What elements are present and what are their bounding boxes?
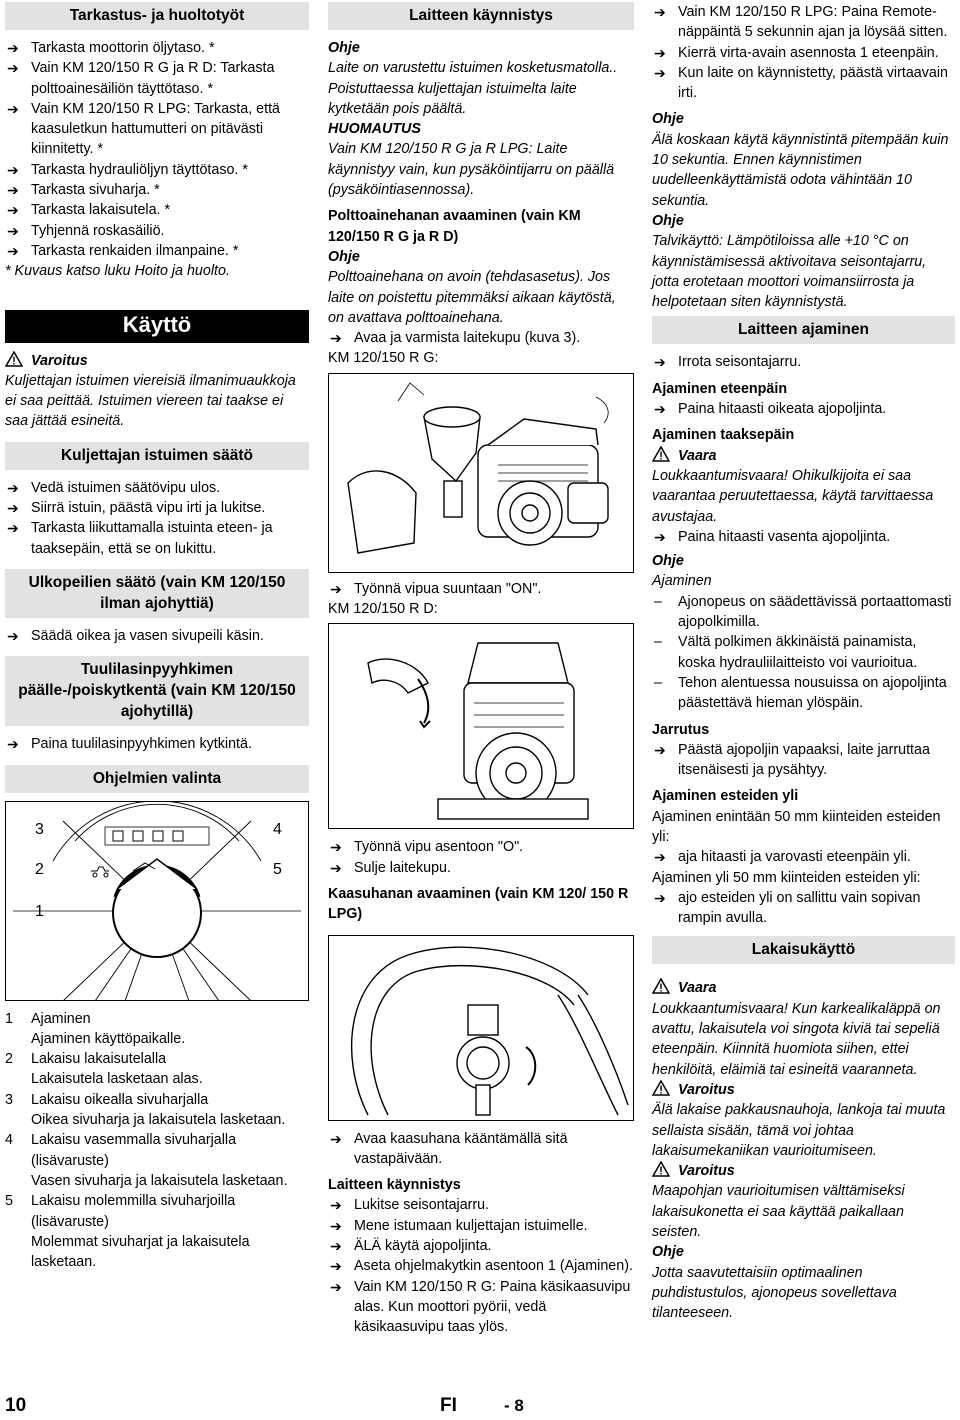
warning-label: Varoitus (678, 1163, 735, 1180)
warning-heading (652, 1161, 955, 1181)
note-label: Ohje (652, 111, 684, 128)
forward-heading: Ajaminen eteenpäin (652, 380, 788, 397)
brake-heading: Jarrutus (652, 721, 710, 738)
section-title-drive: Laitteen ajaminen (652, 316, 955, 344)
warning-text: Maapohjan vaurioitumisen välttämiseksi lakaisukonetta ei saa käyttää paikallaan seisten. (652, 1183, 905, 1241)
engine-g-figure (328, 373, 634, 573)
start-heading: Laitteen käynnistys (328, 1177, 461, 1194)
list-item: ➔ Vain KM 120/150 R LPG: Paina Remote-näppäintä 5 sekunnin ajan ja löysää sitten. (652, 2, 955, 43)
program-dial-figure (5, 801, 309, 1001)
list-item: – Tehon alentuessa nousuissa on ajopoljinta päästettävä hieman ylöspäin. (652, 673, 955, 714)
list-item: ➔ Tarkasta sivuharja. * (5, 180, 309, 200)
item-number: 2 (5, 1051, 13, 1068)
section-title-sweep: Lakaisukäyttö (652, 936, 955, 964)
page-number: 10 (5, 1395, 27, 1416)
danger-label: Vaara (678, 980, 717, 997)
obstacle-text: Ajaminen yli 50 mm kiinteiden esteiden yli: (652, 869, 921, 886)
model-g-label: KM 120/150 R G: (328, 350, 439, 367)
warning-triangle-icon (5, 351, 23, 367)
danger-label: Vaara (678, 447, 717, 464)
column-left (5, 2, 309, 1272)
list-item: – Ajonopeus on säädettävissä portaattomasti ajopolkimilla. (652, 592, 955, 633)
item-number: 4 (5, 1132, 13, 1149)
note-label: Ohje (652, 1244, 684, 1261)
sub-page-number: - 8 (504, 1396, 524, 1415)
list-item: ➔ Mene istumaan kuljettajan istuimelle. (328, 1216, 634, 1236)
danger-heading (652, 446, 955, 466)
list-item: ➔ Vain KM 120/150 R G ja R D: Tarkasta polttoainesäiliön täyttötaso. * (5, 58, 309, 99)
note-text: Talvikäyttö: Lämpötiloissa alle +10 °C on käynnistämisessä aktivoitava seisontajarru, jotta erotetaan moottori voimansiirrosta ja helpotetaan siten käynnistystä. (652, 233, 927, 311)
note-intro: Ajaminen (652, 573, 712, 590)
section-title-maintenance: Tarkastus- ja huoltotyöt (5, 2, 309, 30)
caution-text: Vain KM 120/150 R G ja R LPG: Laite käynnistyy vain, kun pysäköintijarru on päällä (pysäköintiasennossa). (328, 141, 615, 199)
list-item: ➔ Paina tuulilasinpyyhkimen kytkintä. (5, 734, 309, 754)
list-item: ➔ Kierrä virta-avain asennosta 1 eteenpäin. (652, 43, 955, 63)
obstacle-heading: Ajaminen esteiden yli (652, 788, 799, 805)
list-item: ➔ Siirrä istuin, päästä vipu irti ja lukitse. (5, 498, 309, 518)
list-item: ➔ Sulje laitekupu. (328, 858, 634, 878)
list-item: ➔ Avaa ja varmista laitekupu (kuva 3). (328, 328, 634, 348)
list-item: ➔ Tarkasta hydrauliöljyn täyttötaso. * (5, 160, 309, 180)
warning-label: Varoitus (678, 1081, 735, 1098)
note-text: Jotta saavutettaisiin optimaalinen puhdistustulos, ajonopeus sovellettava tilanteeseen. (652, 1264, 897, 1322)
note-label: Ohje (328, 40, 360, 56)
list-item: ➔ Työnnä vipua suuntaan "ON". (328, 579, 634, 599)
dial-label-5: 5 (273, 860, 282, 878)
main-title: Käyttö (5, 310, 309, 343)
warning-text: Kuljettajan istuimen viereisiä ilmanimuaukkoja ei saa peittää. Istuimen viereen tai taakse ei saa jättää esineitä. (5, 372, 296, 430)
note-label: Ohje (652, 212, 684, 229)
item-desc: Ajaminen käyttöpaikalle. (31, 1030, 186, 1047)
obstacle-text: Ajaminen enintään 50 mm kiinteiden esteiden yli: (652, 808, 941, 845)
list-item: ➔ Työnnä vipu asentoon "O". (328, 837, 634, 857)
column-middle (328, 2, 634, 1338)
note-label: Ohje (328, 248, 360, 265)
list-item: ➔ Päästä ajopoljin vapaaksi, laite jarruttaa itsenäisesti ja pysähtyy. (652, 740, 955, 781)
gas-heading: Kaasuhanan avaaminen (vain KM 120/ 150 R LPG) (328, 885, 629, 923)
list-item: ➔ Tarkasta moottorin öljytaso. * (5, 38, 309, 58)
item-desc: Molemmat sivuharjat ja lakaisutela lasketaan. (31, 1233, 250, 1271)
list-item: ➔ Tyhjennä roskasäiliö. (5, 221, 309, 241)
item-title: Lakaisu lakaisutelalla (31, 1051, 167, 1068)
list-item (5, 1090, 309, 1131)
list-item: ➔ ÄLÄ käytä ajopoljinta. (328, 1236, 634, 1256)
column-right (652, 2, 955, 1324)
list-item (5, 1130, 309, 1191)
list-item: ➔ Avaa kaasuhana kääntämällä sitä vastapäivään. (328, 1129, 634, 1170)
gas-valve-figure (328, 935, 634, 1121)
item-number: 5 (5, 1193, 13, 1210)
warning-text: Älä lakaise pakkausnauhoja, lankoja tai muuta sellaista sisään, tämä voi johtaa lakaisumekaniikan vaurioitumiseen. (652, 1102, 946, 1159)
section-title-program: Ohjelmien valinta (5, 765, 309, 793)
note-text: Laite on varustettu istuimen kosketusmatolla.. Poistuttaessa kuljettajan istuimelta laite kytketään pois päältä. (328, 60, 618, 117)
list-item: ➔ ajo esteiden yli on sallittu vain sopivan rampin avulla. (652, 888, 955, 929)
reverse-heading: Ajaminen taaksepäin (652, 427, 795, 444)
list-item: ➔ aja hitaasti ja varovasti eteenpäin yli. (652, 847, 955, 867)
warning-triangle-icon (652, 446, 670, 462)
item-number: 3 (5, 1091, 13, 1108)
dial-label-2: 2 (35, 860, 44, 878)
language-code: FI (440, 1395, 457, 1416)
list-item: ➔ Tarkasta liikuttamalla istuinta eteen- ja taaksepäin, että se on lukittu. (5, 518, 309, 559)
list-item: ➔ Vain KM 120/150 R G: Paina käsikaasuvipu alas. Kun moottori pyörii, vedä käsikaasuvipu taas ylös. (328, 1277, 634, 1338)
list-item: ➔ Säädä oikea ja vasen sivupeili käsin. (5, 626, 309, 646)
warning-heading (652, 1080, 955, 1100)
list-item: ➔ Vain KM 120/150 R LPG: Tarkasta, että kaasuletkun hattumutteri on pitävästi kiinnitetty. * (5, 99, 309, 160)
note-text: Polttoainehana on avoin (tehdasasetus). Jos laite on poistettu pitemmäksi aikaan käytöstä, on avattava polttoainehana. (328, 269, 616, 326)
model-d-label: KM 120/150 R D: (328, 601, 438, 618)
note-label: Ohje (652, 553, 684, 570)
list-item (5, 1191, 309, 1272)
section-title-wiper: Tuulilasinpyyhkimen päälle-/poiskytkentä (vain KM 120/150 ajohytillä) (5, 656, 309, 726)
list-item: ➔ Irrota seisontajarru. (652, 352, 955, 372)
item-title: Lakaisu oikealla sivuharjalla (31, 1091, 209, 1108)
warning-triangle-icon (652, 1161, 670, 1177)
caution-label: HUOMAUTUS (328, 121, 421, 138)
list-item: ➔ Lukitse seisontajarru. (328, 1195, 634, 1215)
program-list (5, 1009, 309, 1273)
item-title: Ajaminen (31, 1010, 91, 1027)
list-item: ➔ Tarkasta renkaiden ilmanpaine. * (5, 241, 309, 261)
item-title: Lakaisu vasemmalla sivuharjalla (lisävaruste) (31, 1132, 237, 1169)
section-title-start: Laitteen käynnistys (328, 2, 634, 30)
list-item: – Vältä polkimen äkkinäistä painamista, koska hydrauliilaitteisto voi vaurioitua. (652, 632, 955, 673)
fuel-tap-heading: Polttoainehanan avaaminen (vain KM 120/150 R G ja R D) (328, 208, 581, 245)
dial-label-4: 4 (273, 820, 282, 838)
list-item: ➔ Paina hitaasti vasenta ajopoljinta. (652, 527, 955, 547)
danger-heading (652, 978, 955, 998)
list-item: ➔ Kun laite on käynnistetty, päästä virtaavain irti. (652, 63, 955, 104)
dial-label-1: 1 (35, 902, 44, 920)
danger-text: Loukkaantumisvaara! Ohikulkijoita ei saa vaarantaa peruutettaessa, käytä tarvittaessa avustajaa. (652, 467, 934, 525)
section-title-seat: Kuljettajan istuimen säätö (5, 442, 309, 470)
item-desc: Oikea sivuharja ja lakaisutela lasketaan. (31, 1112, 286, 1129)
note-text: Älä koskaan käytä käynnistintä pitempään kuin 10 sekuntia. Ennen käynnistimen uudelleenkäyttämistä odota vähintään 10 sekuntia. (652, 131, 949, 209)
warning-heading (5, 351, 309, 371)
list-item: ➔ Paina hitaasti oikeata ajopoljinta. (652, 399, 955, 419)
list-item (5, 1009, 309, 1050)
item-desc: Lakaisutela lasketaan alas. (31, 1071, 203, 1088)
item-number: 1 (5, 1010, 13, 1027)
footnote: * Kuvaus katso luku Hoito ja huolto. (5, 263, 230, 280)
list-item: ➔ Tarkasta lakaisutela. * (5, 200, 309, 220)
list-item (5, 1049, 309, 1090)
checks-list (5, 38, 309, 261)
item-desc: Vasen sivuharja ja lakaisutela lasketaan. (31, 1172, 288, 1189)
list-item: ➔ Vedä istuimen säätövipu ulos. (5, 478, 309, 498)
warning-triangle-icon (652, 1080, 670, 1096)
list-item: ➔ Aseta ohjelmakytkin asentoon 1 (Ajaminen). (328, 1256, 634, 1276)
item-title: Lakaisu molemmilla sivuharjoilla (lisävaruste) (31, 1193, 236, 1230)
engine-d-figure (328, 623, 634, 829)
warning-triangle-icon (652, 978, 670, 994)
danger-text: Loukkaantumisvaara! Kun karkealikaläppä on avattu, lakaisutela voi singota kiviä tai sepeliä eteenpäin. Kiinnitä huomiota siihen, ettei henkilöitä, eläimiä tai esineitä vaaranneta. (652, 1000, 941, 1078)
warning-label: Varoitus (31, 352, 88, 369)
section-title-mirror: Ulkopeilien säätö (vain KM 120/150 ilman ajohyttiä) (5, 569, 309, 618)
dial-label-3: 3 (35, 820, 44, 838)
